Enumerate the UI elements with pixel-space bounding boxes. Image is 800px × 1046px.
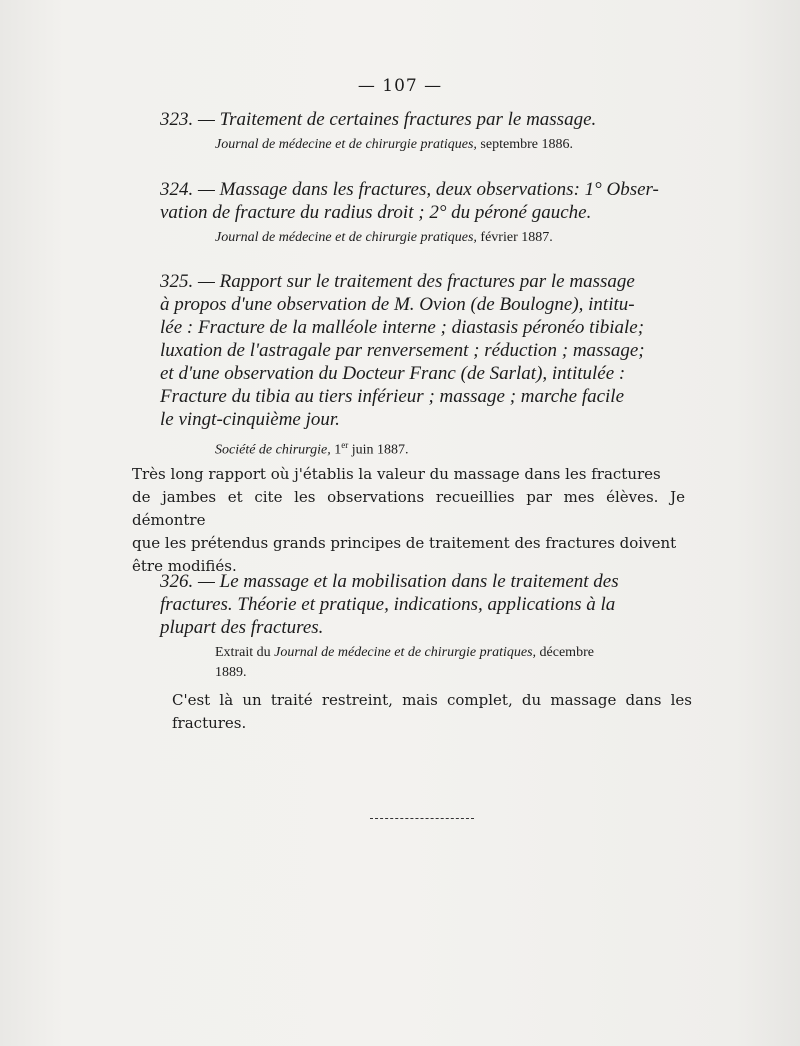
entry-title-line: et d'une observation du Docteur Franc (de Sarlat), intitulée : bbox=[160, 363, 626, 384]
entry-number: 324. bbox=[160, 179, 194, 200]
entry-source bbox=[215, 435, 685, 461]
entry-title-line: fractures. Théorie et pratique, indications, applications à la bbox=[160, 594, 616, 615]
entry-325 bbox=[160, 270, 685, 461]
source-date: juin 1887. bbox=[351, 442, 409, 458]
source-prefix: Extrait du bbox=[215, 645, 271, 660]
entry-title-line: vation de fracture du radius droit ; 2° du péroné gauche. bbox=[160, 202, 592, 223]
entry-326-comment bbox=[172, 689, 692, 735]
entry-title-line: le vingt-cinquième jour. bbox=[160, 409, 340, 430]
entry-326 bbox=[160, 570, 685, 683]
entry-title-text: — Traitement de certaines fractures par le massage. bbox=[198, 109, 597, 130]
entry-title-line: à propos d'une observation de M. Ovion (de Boulogne), intitu- bbox=[160, 294, 635, 315]
comment-line: de jambes et cite les observations recueillies par mes élèves. Je démontre bbox=[132, 488, 685, 529]
entry-comment bbox=[132, 463, 685, 578]
entry-title bbox=[160, 570, 685, 639]
entry-source bbox=[215, 228, 685, 248]
entry-title-line: plupart des fractures. bbox=[160, 617, 324, 638]
entry-title bbox=[160, 108, 685, 131]
source-journal: Journal de médecine et de chirurgie pratiques, bbox=[215, 137, 477, 152]
entry-title-line: — Massage dans les fractures, deux observations: 1° Obser- bbox=[198, 179, 659, 200]
entry-title-line: Fracture du tibia au tiers inférieur ; massage ; marche facile bbox=[160, 386, 625, 407]
source-date: septembre 1886. bbox=[480, 137, 573, 152]
source-day: 1 bbox=[334, 442, 342, 458]
entry-323 bbox=[160, 108, 685, 155]
comment-line: être modifiés. bbox=[132, 557, 237, 575]
end-rule bbox=[370, 818, 474, 819]
entry-comment: C'est là un traité restreint, mais complet, du massage dans les fractures. bbox=[172, 691, 692, 732]
entry-title-line: — Rapport sur le traitement des fractures par le massage bbox=[198, 271, 635, 292]
entry-title-line: lée : Fracture de la malléole interne ; diastasis péronéo tibiale; bbox=[160, 317, 645, 338]
entry-title-line: luxation de l'astragale par renversement ; réduction ; massage; bbox=[160, 340, 645, 361]
entry-number: 325. bbox=[160, 271, 194, 292]
entry-source bbox=[215, 643, 685, 683]
entry-title bbox=[160, 270, 685, 431]
entry-number: 326. bbox=[160, 571, 194, 592]
entry-324 bbox=[160, 178, 685, 248]
entry-325-comment bbox=[132, 463, 685, 578]
comment-line: que les prétendus grands principes de traitement des fractures doivent bbox=[132, 534, 677, 552]
entry-title-line: — Le massage et la mobilisation dans le traitement des bbox=[198, 571, 619, 592]
source-journal: Société de chirurgie, bbox=[215, 442, 331, 458]
source-date: décembre bbox=[539, 645, 594, 660]
entry-source bbox=[215, 135, 685, 155]
source-date: février 1887. bbox=[480, 230, 553, 245]
source-year: 1889. bbox=[215, 665, 247, 680]
entry-title bbox=[160, 178, 685, 224]
source-journal: Journal de médecine et de chirurgie pratiques, bbox=[215, 230, 477, 245]
comment-line: Très long rapport où j'établis la valeur du massage dans les fractures bbox=[132, 465, 661, 483]
source-day-sup: er bbox=[341, 440, 349, 450]
entry-number: 323. bbox=[160, 109, 194, 130]
page-number: — 107 — bbox=[357, 76, 443, 96]
source-journal: Journal de médecine et de chirurgie pratiques, bbox=[274, 645, 537, 660]
